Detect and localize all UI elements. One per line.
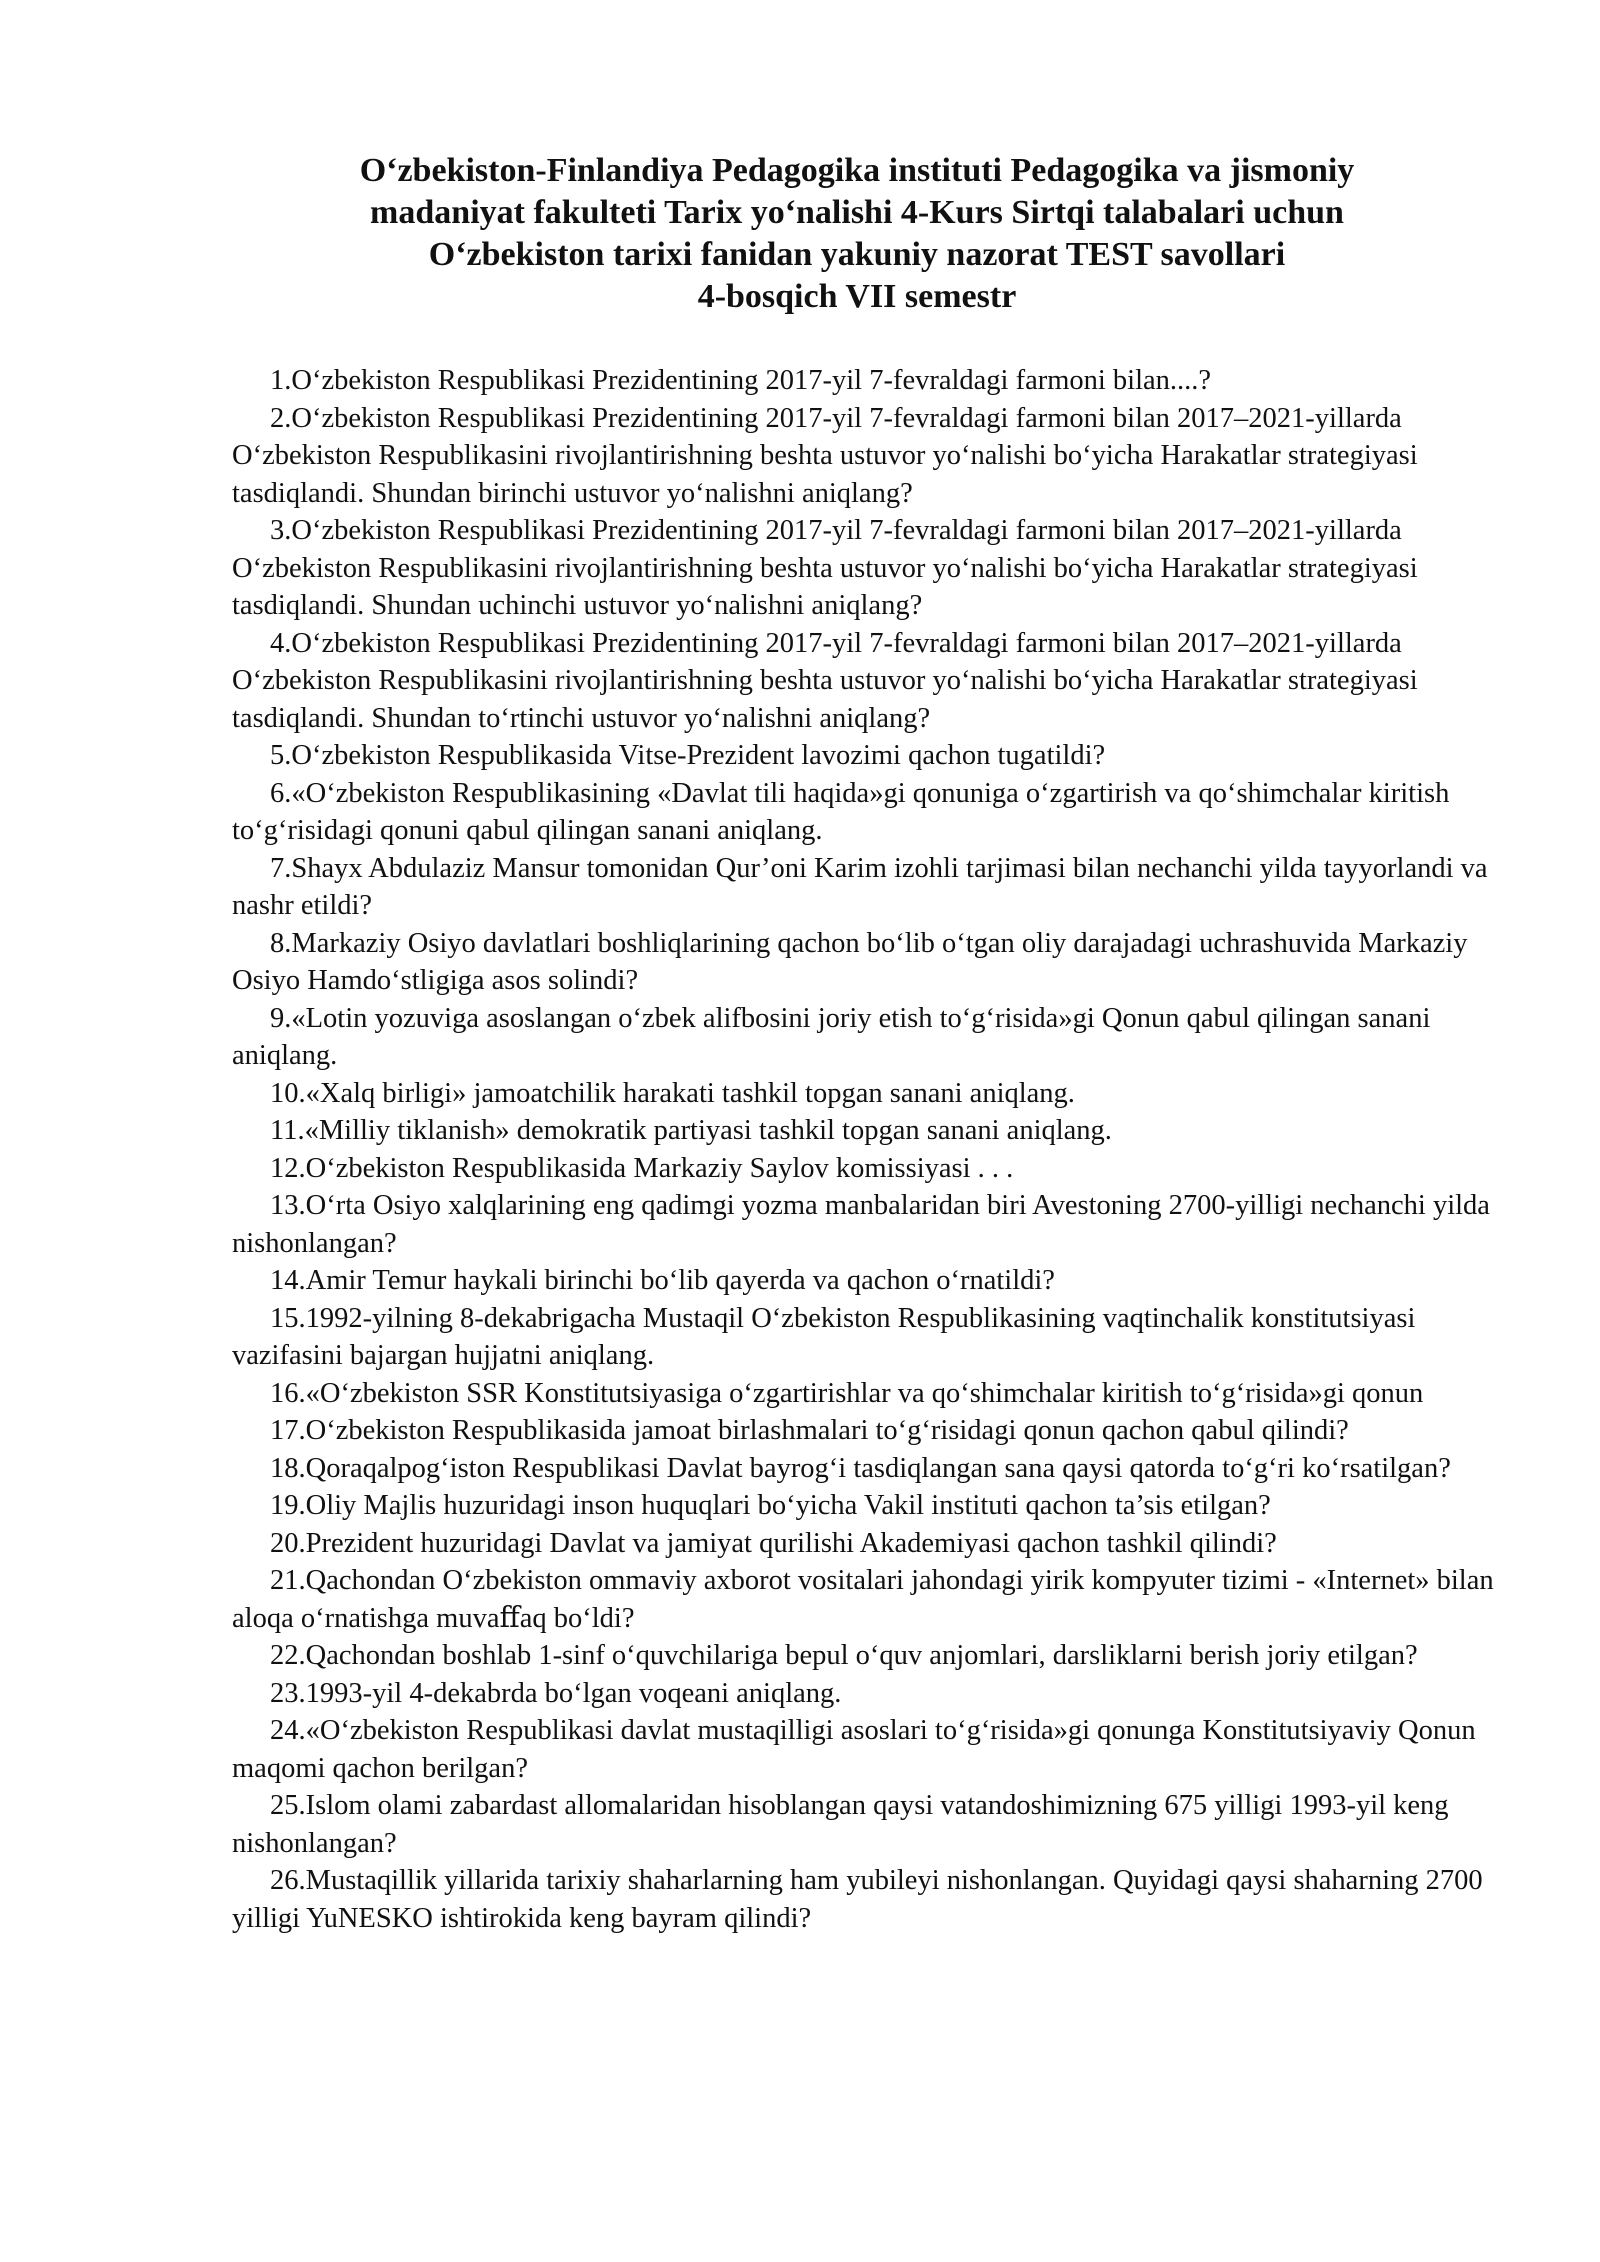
question-item: 9.«Lotin yozuviga asoslangan o‘zbek alifbosini joriy etish to‘g‘risida»gi Qonun qabul qilingan sanani aniqlang. [232, 1002, 1431, 1071]
question-item: 12.O‘zbekiston Respublikasida Markaziy Saylov komissiyasi . . . [270, 1152, 1014, 1184]
question-item: 5.O‘zbekiston Respublikasida Vitse-Prezident lavozimi qachon tugatildi? [270, 740, 1106, 771]
title-line: O‘zbekiston tarixi fanidan yakuniy nazorat TEST savollari [428, 236, 1286, 273]
title-line: O‘zbekiston-Finlandiya Pedagogika instituti Pedagogika va jismoniy [359, 152, 1355, 189]
question-list [232, 362, 1502, 1937]
question-item: 26.Mustaqillik yillarida tarixiy shaharlarning ham yubileyi nishonlangan. Quyidagi qaysi shaharning 2700 yilligi YuNESKO ishtirokida keng bayram qilindi? [232, 1865, 1483, 1934]
document-title [232, 150, 1502, 318]
title-line: 4-bosqich VII semestr [697, 278, 1017, 315]
question-item: 16.«O‘zbekiston SSR Konstitutsiyasiga o‘zgartirishlar va qo‘shimchalar kiritish to‘g‘risida»gi qonun [270, 1377, 1424, 1409]
question-item: 6.«O‘zbekiston Respublikasining «Davlat tili haqida»gi qonuniga o‘zgartirish va qo‘shimchalar kiritish to‘g‘risidagi qonuni qabul qilingan sanani aniqlang. [232, 777, 1450, 846]
question-item: 20.Prezident huzuridagi Davlat va jamiyat qurilishi Akademiyasi qachon tashkil qilindi? [270, 1527, 1277, 1559]
question-item: 1.O‘zbekiston Respublikasi Prezidentining 2017-yil 7-fevraldagi farmoni bilan....? [270, 365, 1212, 396]
question-item: 21.Qachondan O‘zbekiston ommaviy axborot vositalari jahondagi yirik kompyuter tizimi - «Internet» bilan aloqa o‘rnatishga muvaﬀaq bo‘ldi? [232, 1565, 1494, 1634]
question-item: 23.1993-yil 4-dekabrda bo‘lgan voqeani aniqlang. [270, 1677, 842, 1709]
title-line: madaniyat fakulteti Tarix yo‘nalishi 4-Kurs Sirtqi talabalari uchun [370, 194, 1344, 231]
question-item: 8.Markaziy Osiyo davlatlari boshliqlarining qachon bo‘lib o‘tgan oliy darajadagi uchrashuvida Markaziy Osiyo Hamdo‘stligiga asos solindi? [232, 927, 1468, 996]
question-item: 10.«Xalq birligi» jamoatchilik harakati tashkil topgan sanani aniqlang. [270, 1077, 1075, 1109]
question-item: 14.Amir Temur haykali birinchi bo‘lib qayerda va qachon o‘rnatildi? [270, 1265, 1055, 1296]
question-item: 2.O‘zbekiston Respublikasi Prezidentining 2017-yil 7-fevraldagi farmoni bilan 2017–2021-yillarda O‘zbekiston Respublikasini rivojlantirishning beshta ustuvor yo‘nalishi bo‘yicha Harakatlar strategiyasi tasdiqlandi. Shundan birinchi ustuvor yo‘nalishni aniqlang? [232, 402, 1418, 509]
question-item: 18.Qoraqalpog‘iston Respublikasi Davlat bayrog‘i tasdiqlangan sana qaysi qatorda to‘g‘ri ko‘rsatilgan? [270, 1452, 1451, 1484]
question-item: 24.«O‘zbekiston Respublikasi davlat mustaqilligi asoslari to‘g‘risida»gi qonunga Konstitutsiyaviy Qonun maqomi qachon berilgan? [232, 1715, 1476, 1784]
question-item: 22.Qachondan boshlab 1-sinf o‘quvchilariga bepul o‘quv anjomlari, darsliklarni berish joriy etilgan? [270, 1640, 1418, 1671]
question-item: 17.O‘zbekiston Respublikasida jamoat birlashmalari to‘g‘risidagi qonun qachon qabul qilindi? [270, 1415, 1349, 1446]
document-page [232, 150, 1502, 1937]
question-item: 15.1992-yilning 8-dekabrigacha Mustaqil O‘zbekiston Respublikasining vaqtinchalik konstitutsiyasi vazifasini bajargan hujjatni aniqlang. [232, 1302, 1416, 1371]
question-item: 7.Shayx Abdulaziz Mansur tomonidan Qur’oni Karim izohli tarjimasi bilan nechanchi yilda tayyorlandi va nashr etildi? [232, 852, 1488, 921]
question-item: 11.«Milliy tiklanish» demokratik partiyasi tashkil topgan sanani aniqlang. [270, 1115, 1112, 1146]
question-item: 19.Oliy Majlis huzuridagi inson huquqlari bo‘yicha Vakil instituti qachon ta’sis etilgan? [270, 1490, 1271, 1521]
question-item: 4.O‘zbekiston Respublikasi Prezidentining 2017-yil 7-fevraldagi farmoni bilan 2017–2021-yillarda O‘zbekiston Respublikasini rivojlantirishning beshta ustuvor yo‘nalishi bo‘yicha Harakatlar strategiyasi tasdiqlandi. Shundan to‘rtinchi ustuvor yo‘nalishni aniqlang? [232, 627, 1418, 734]
question-item: 3.O‘zbekiston Respublikasi Prezidentining 2017-yil 7-fevraldagi farmoni bilan 2017–2021-yillarda O‘zbekiston Respublikasini rivojlantirishning beshta ustuvor yo‘nalishi bo‘yicha Harakatlar strategiyasi tasdiqlandi. Shundan uchinchi ustuvor yo‘nalishni aniqlang? [232, 515, 1418, 621]
question-item: 25.Islom olami zabardast allomalaridan hisoblangan qaysi vatandoshimizning 675 yilligi 1993-yil keng nishonlangan? [232, 1790, 1449, 1859]
question-item: 13.O‘rta Osiyo xalqlarining eng qadimgi yozma manbalaridan biri Avestoning 2700-yilligi nechanchi yilda nishonlangan? [232, 1190, 1490, 1259]
